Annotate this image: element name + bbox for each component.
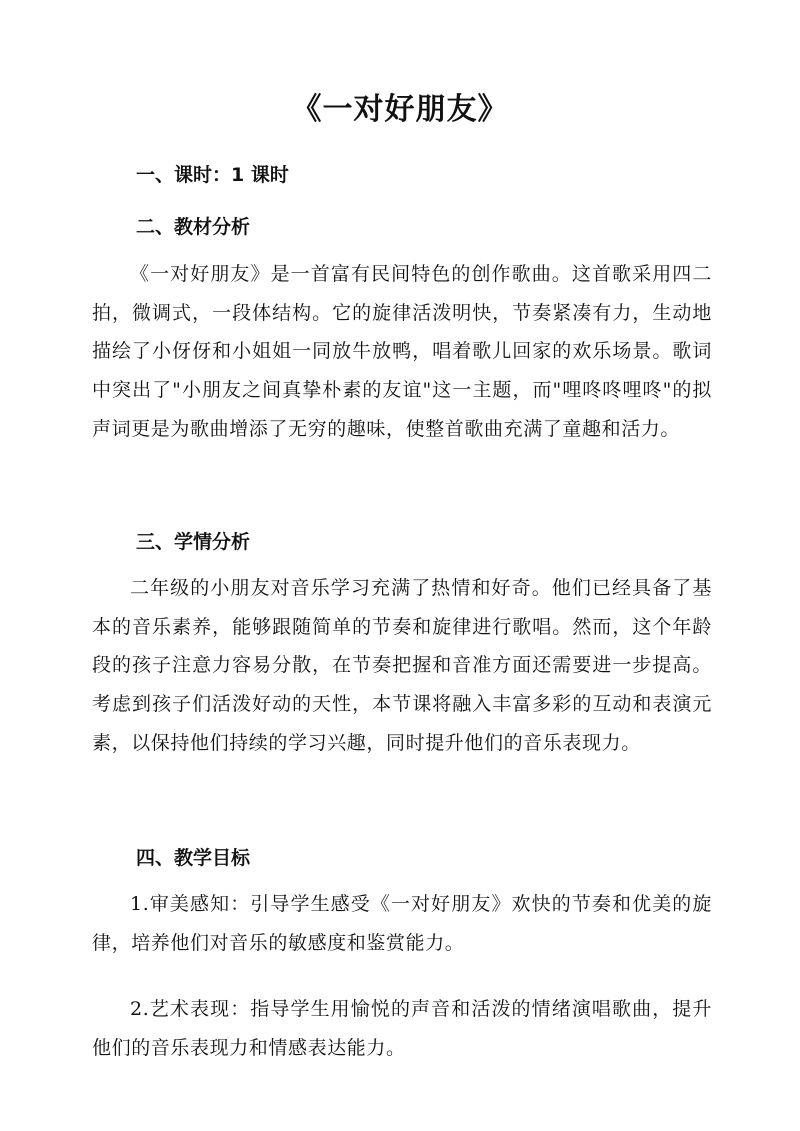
section-heading-material-analysis: 二、教材分析 [136,216,251,238]
section-heading-teaching-goals: 四、教学目标 [136,847,251,869]
document-title: 《一对好朋友》 [291,92,509,127]
teaching-goal-item: 2.艺术表现：指导学生用愉悦的声音和活泼的情绪演唱歌曲，提升他们的音乐表现力和情感表达能力。 [92,998,712,1059]
material-analysis-paragraph: 《一对好朋友》是一首富有民间特色的创作歌曲。这首歌采用四二拍，微调式，一段体结构。它的旋律活泼明快，节奏紧凑有力，生动地描绘了小伢伢和小姐姐一同放牛放鸭，唱着歌儿回家的欢乐场景。歌词中突出了"小朋友之间真挚朴素的友谊"这一主题，而"哩咚咚哩咚"的拟声词更是为歌曲增添了无穷的趣味，使整首歌曲充满了童趣和活力。 [92,263,712,440]
section-heading-learner-analysis: 三、学情分析 [136,531,251,553]
teaching-goal-item: 1.审美感知：引导学生感受《一对好朋友》欢快的节奏和优美的旋律，培养他们对音乐的敏感度和鉴赏能力。 [92,893,712,954]
section-heading-class-hours: 一、课时：1 课时 [136,164,289,186]
learner-analysis-paragraph: 二年级的小朋友对音乐学习充满了热情和好奇。他们已经具备了基本的音乐素养，能够跟随简单的节奏和旋律进行歌唱。然而，这个年龄段的孩子注意力容易分散，在节奏把握和音准方面还需要进一步提高。考虑到孩子们活泼好动的天性，本节课将融入丰富多彩的互动和表演元素，以保持他们持续的学习兴趣，同时提升他们的音乐表现力。 [92,577,712,754]
